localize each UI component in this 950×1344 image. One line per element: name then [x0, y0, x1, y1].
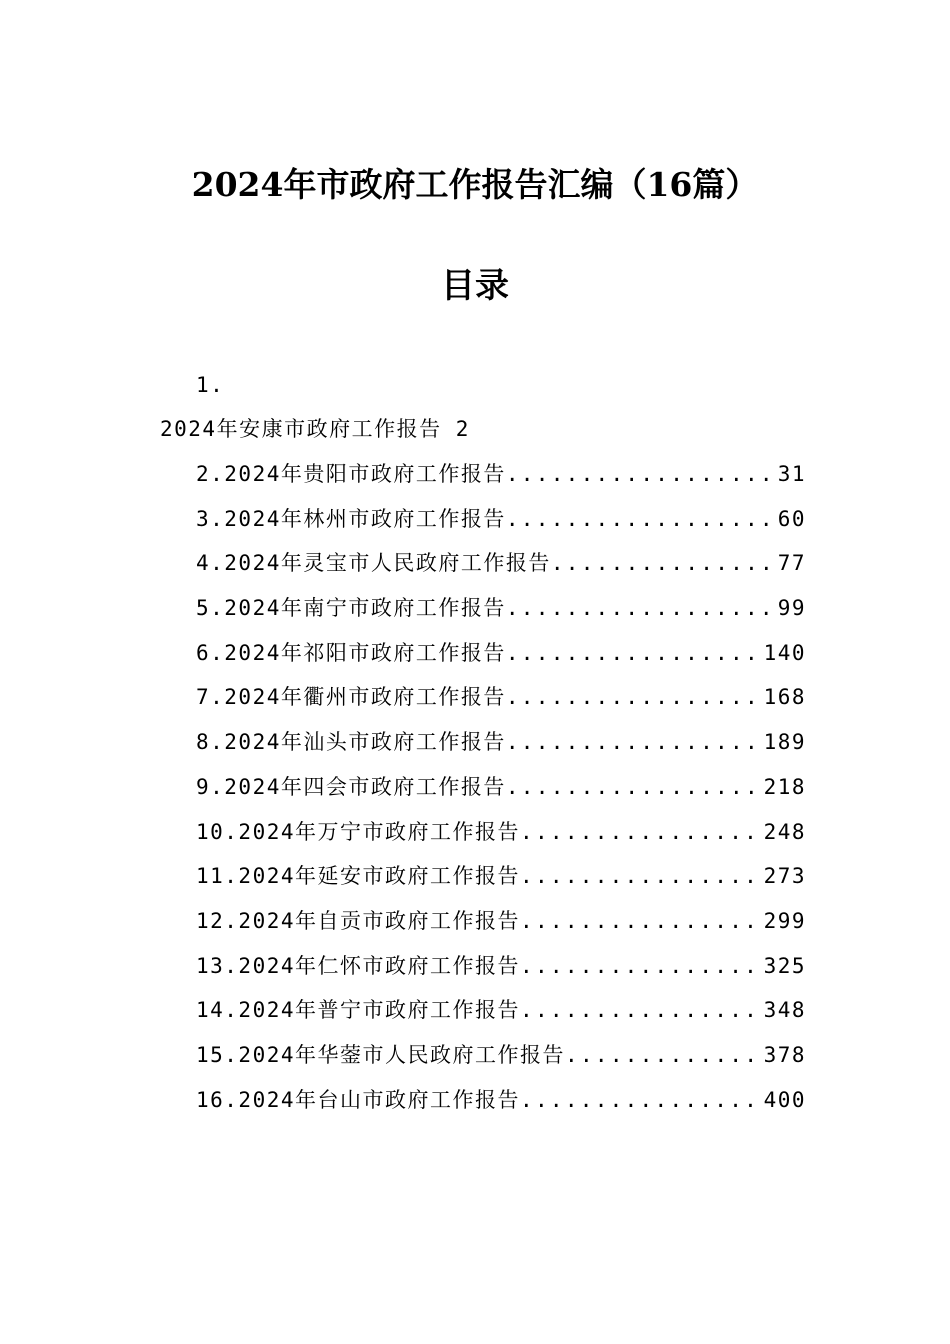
toc-entry[interactable]	[196, 817, 806, 862]
toc-entry-label: 9.2024年四会市政府工作报告	[196, 774, 506, 799]
toc-entry[interactable]	[196, 1040, 806, 1085]
toc-entry-label: 16.2024年台山市政府工作报告	[196, 1087, 521, 1112]
toc-entry[interactable]	[196, 861, 806, 906]
toc-entry-page: 248	[763, 819, 806, 844]
toc-heading: 目录	[441, 266, 509, 306]
toc-entry-page: 99	[777, 596, 806, 621]
toc-entry-1-page: 2	[455, 417, 470, 441]
toc-leader-dots	[506, 593, 778, 623]
toc-entry-label: 11.2024年延安市政府工作报告	[196, 864, 521, 889]
toc-entry[interactable]	[196, 593, 806, 638]
toc-entry-label: 14.2024年普宁市政府工作报告	[196, 998, 521, 1023]
toc-entry-page: 348	[763, 998, 806, 1023]
toc-entry-label: 13.2024年仁怀市政府工作报告	[196, 953, 521, 978]
toc-entry[interactable]	[196, 459, 806, 504]
toc-entry-page: 60	[777, 506, 806, 531]
toc-entry-label: 4.2024年灵宝市人民政府工作报告	[196, 551, 551, 576]
toc-entry-page: 77	[777, 551, 806, 576]
toc-leader-dots	[565, 1040, 764, 1070]
toc-entry-label: 3.2024年林州市政府工作报告	[196, 506, 506, 531]
toc-leader-dots	[506, 727, 764, 757]
toc-leader-dots	[520, 1085, 764, 1115]
toc-leader-dots	[520, 906, 764, 936]
toc-entry-page: 140	[763, 640, 806, 665]
toc-entry-page: 31	[777, 462, 806, 486]
toc-entry-label: 2.2024年贵阳市政府工作报告	[196, 462, 506, 486]
toc-entry-page: 218	[763, 774, 806, 799]
toc-leader-dots	[506, 682, 764, 712]
toc-entry-label: 6.2024年祁阳市政府工作报告	[196, 640, 506, 665]
toc-entry-label: 15.2024年华蓥市人民政府工作报告	[196, 1042, 566, 1067]
document-title: 2024年市政府工作报告汇编（16篇）	[191, 165, 759, 204]
toc-entry[interactable]	[196, 682, 806, 727]
toc-entry[interactable]	[196, 951, 806, 996]
toc-entry-1[interactable]	[160, 414, 470, 444]
toc-entry-page: 168	[763, 685, 806, 710]
toc-entry[interactable]	[196, 548, 806, 593]
toc-leader-dots	[506, 459, 778, 489]
toc-leader-dots	[551, 548, 778, 578]
toc-entry-page: 400	[763, 1087, 806, 1112]
toc-entry[interactable]	[196, 504, 806, 549]
toc-leader-dots	[520, 995, 764, 1025]
toc-entry-page: 273	[763, 864, 806, 889]
toc-entry-label: 8.2024年汕头市政府工作报告	[196, 730, 506, 755]
toc-entry[interactable]	[196, 1085, 806, 1130]
toc-entry-1-number[interactable]: 1.	[196, 373, 225, 397]
toc-entry-label: 5.2024年南宁市政府工作报告	[196, 596, 506, 621]
toc-entry[interactable]	[196, 995, 806, 1040]
toc-leader-dots	[520, 951, 764, 981]
toc-entry-page: 189	[763, 730, 806, 755]
toc-leader-dots	[506, 638, 764, 668]
toc-entry[interactable]	[196, 638, 806, 683]
toc-leader-dots	[506, 504, 778, 534]
toc-entry[interactable]	[196, 906, 806, 951]
toc-leader-dots	[520, 817, 764, 847]
toc-leader-dots	[520, 861, 764, 891]
toc-entry[interactable]	[196, 772, 806, 817]
toc-entry-1-title: 2024年安康市政府工作报告	[160, 417, 442, 441]
toc-entry-label: 10.2024年万宁市政府工作报告	[196, 819, 521, 844]
toc-entry-label: 7.2024年衢州市政府工作报告	[196, 685, 506, 710]
toc-entry-page: 325	[763, 953, 806, 978]
toc-entry-label: 12.2024年自贡市政府工作报告	[196, 908, 521, 933]
toc-leader-dots	[506, 772, 764, 802]
toc-list	[196, 459, 806, 1129]
toc-entry[interactable]	[196, 727, 806, 772]
toc-entry-page: 378	[763, 1042, 806, 1067]
toc-entry-page: 299	[763, 908, 806, 933]
